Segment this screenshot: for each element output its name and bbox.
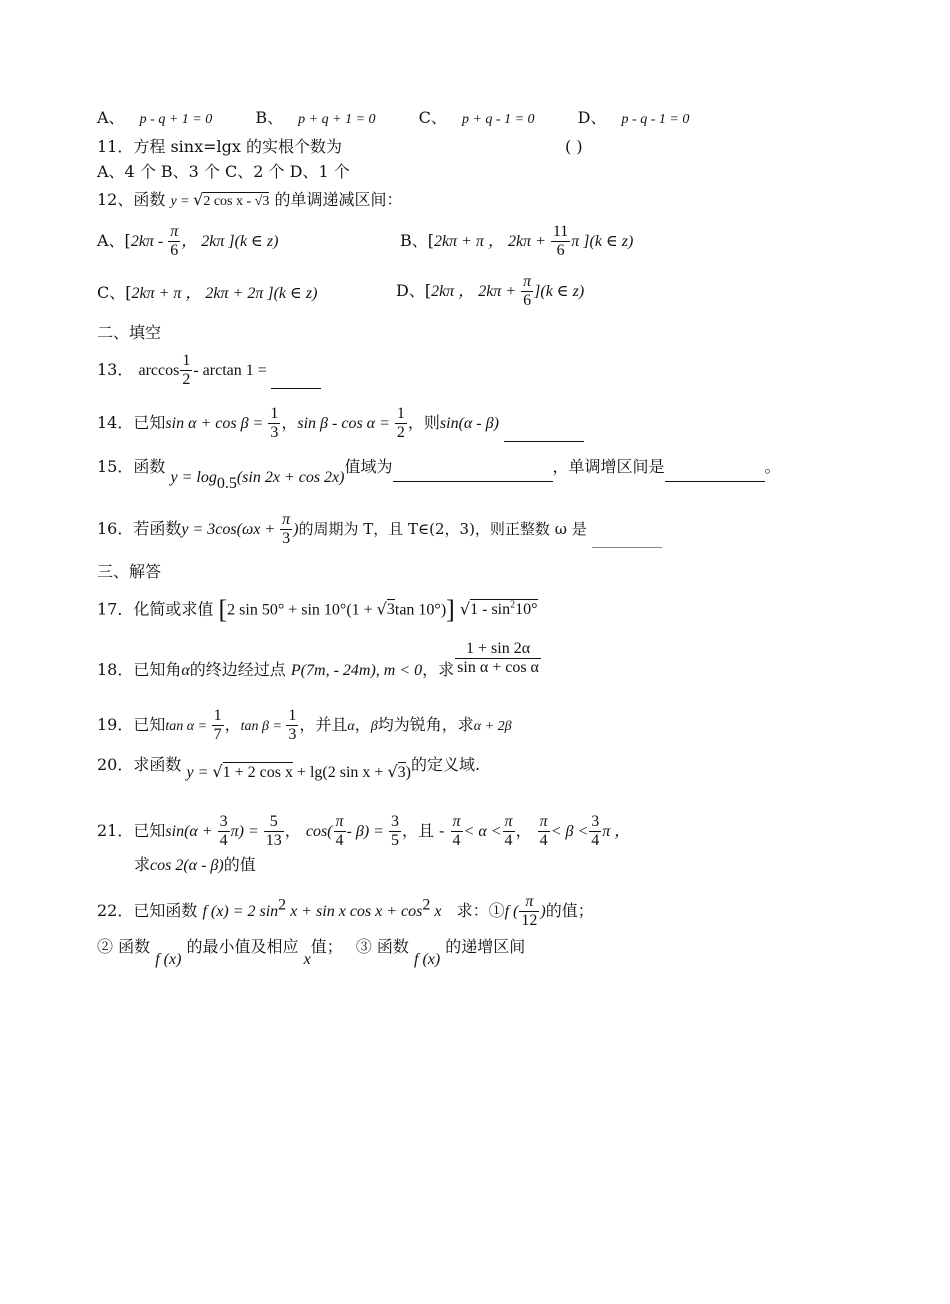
q12-b-label: B、[ [400,231,435,250]
q22-expr4: f ( [504,903,519,920]
q22-expr3: x [430,903,442,920]
q22-expr2: x + sin x cos x + cos [286,903,423,920]
q12-b-num: 11 [552,223,569,240]
q16-text2: 的周期为 T，且 T∈(2，3)，则正整数 ω 是 [298,520,587,538]
q14-expr1: sin α + cos β = [165,415,268,432]
q18-point: P(7m, - 24m), m < 0 [290,662,423,679]
q22b-text3: 值； [310,937,343,956]
q12-d-label: D、[ [396,281,432,300]
q17-expr3: 1 - sin [470,601,511,619]
q22b-fx2: f (x) [414,951,441,968]
q17-num: 17． [97,599,134,619]
q20-num: 20． [97,755,134,774]
q12-question: 12、函数 y = √2 cos x - √3 的单调递减区间： [97,190,403,209]
q12-prefix: 12、函数 [97,190,166,209]
q15-interval-blank[interactable] [665,461,765,482]
q19-beta: β [370,719,378,734]
q16-d: 3 [282,530,291,547]
q21-n7: π [539,813,548,830]
q18-text2: 的终边经过点 [189,660,286,679]
q13-num-1: 1 [182,352,191,369]
q19-frac2 [286,707,298,744]
q14-frac1 [268,405,280,442]
q17-radical [470,599,537,618]
q21-d4: 5 [390,832,399,849]
section-solve: 三、解答 [97,562,162,581]
q15-sub: 0.5 [216,475,237,493]
q19-question [97,707,512,744]
q16-n: π [282,511,291,528]
q19-d2: 3 [288,726,297,743]
q20-text1: 求函数 [133,755,182,774]
q21-sep2: ， [515,821,532,840]
q17-expr2: tan 10°) [394,601,447,619]
q19-n2: 1 [288,707,297,724]
q12-suffix: 的单调递减区间： [274,190,403,209]
q21-text1: 已知 [133,821,166,840]
section-fill-in: 二、填空 [97,323,162,342]
q21-d5: 4 [452,832,461,849]
q12-d-part2: ](k ∈ z) [534,283,585,300]
q12-c-part1: 2kπ + π ， 2kπ + 2π ](k ∈ z) [131,285,318,302]
q21-question-line2 [134,855,256,876]
q18-text1: 已知角 [133,660,182,679]
q19-n1: 1 [213,707,222,724]
q22-sup1: 2 [278,896,287,914]
q12-option-c [97,283,317,304]
q10-b-expr: p + q + 1 = 0 [298,112,376,127]
q15-question [97,457,781,493]
q13-arccos: arccos [138,362,180,379]
q19-text1: 已知 [133,715,166,734]
q21-text3: 求 [134,855,151,874]
q12-func: y = [170,194,194,209]
q12-a-frac [168,223,180,260]
q21-n1: 3 [219,813,228,830]
q22-text1: 已知函数 [133,901,198,920]
q17-expr4: 10° [515,601,538,619]
q10-d-label: D、 [577,108,607,127]
q16-answer-blank[interactable] [592,527,662,548]
q21-d6: 4 [504,832,513,849]
q13-num: 13． [97,360,134,379]
q13-question [97,352,321,389]
q12-a-num: π [170,223,179,240]
q10-a-expr: p - q + 1 = 0 [139,112,213,127]
q10-a-label: A、 [97,108,125,127]
q21-frac2 [264,813,284,850]
q21-frac3 [334,813,346,850]
q21-d2: 13 [265,832,282,849]
q15-range-blank[interactable] [393,461,553,482]
q22-frac [519,893,539,930]
q21-frac8 [589,813,601,850]
q20-text2: 的定义域. [410,755,481,774]
q14-frac2 [395,405,407,442]
q12-b-part2: π ](k ∈ z) [571,233,634,250]
q16-expr2: ) [293,521,299,538]
q12-a-part1: 2kπ - [130,233,168,250]
q16-frac [280,511,292,548]
q21-n8: 3 [591,813,600,830]
q16-num: 16． [97,519,134,538]
q17-expr1: 2 sin 50° + sin 10°(1 + [227,601,377,619]
q17-bracket-right: ] [446,594,455,624]
q14-expr2: sin β - cos α = [297,415,394,432]
q22b-text1: ② 函数 [97,937,151,956]
q21-expr5: π ， [602,823,631,840]
q18-num: 18． [97,660,134,679]
q21-num: 21． [97,821,134,840]
q21-lt1: < α < [463,823,502,840]
q12-a-part2: ， 2kπ ](k ∈ z) [181,233,279,250]
q21-frac6 [503,813,515,850]
q22b-fx1: f (x) [155,951,182,968]
q19-expr2: tan β = [240,719,286,734]
q12-a-den: 6 [170,242,179,259]
q12-c-label: C、[ [97,283,132,302]
q12-d-den: 6 [523,292,532,309]
q21-frac7 [538,813,550,850]
q14-n1: 1 [270,405,279,422]
q21-question [97,813,630,850]
q22-question-line2 [97,937,526,968]
q10-options [97,108,689,130]
q10-b-label: B、 [255,108,284,127]
q15-text1: 函数 [133,457,166,476]
q14-text1: 已知 [133,413,166,432]
q22b-text2: 的最小值及相应 [186,937,299,956]
q22-question [97,893,594,930]
q18-frac [455,640,541,677]
q18-alpha: α [181,662,190,679]
q13-answer-blank[interactable] [271,368,321,389]
q21-expr4: - β) = [346,823,388,840]
q10-c-expr: p + q - 1 = 0 [461,112,535,127]
q20-question [97,755,481,781]
q21-d8: 4 [591,832,600,849]
q14-num: 14． [97,413,134,432]
q21-sep: ， [284,821,301,840]
q15-expr1: y = log [170,469,217,486]
q17-bracket-left: [ [218,594,228,624]
q18-denominator: sin α + cos α [457,659,539,676]
q10-d-expr: p - q - 1 = 0 [621,112,690,127]
q14-question [97,405,584,442]
q20-radical-1: √1 + 2 cos x [212,762,293,781]
q19-alpha: α [347,719,355,734]
q21-n5: π [452,813,461,830]
q13-den-2: 2 [182,371,191,388]
q14-expr3: sin(α - β) [439,415,499,432]
q21-d1: 4 [219,832,228,849]
q12-option-d [396,273,584,310]
q17-sup: 2 [510,600,516,611]
q20-root2: 3 [397,764,406,781]
q12-option-b [400,223,633,260]
q19-text2: ，并且 [299,715,348,734]
q14-d2: 2 [396,424,405,441]
q14-d1: 3 [270,424,279,441]
q13-arctan: - arctan 1 = [193,362,271,379]
q10-c-label: C、 [418,108,447,127]
q19-text4: 均为锐角，求 [377,715,474,734]
q12-d-frac [521,273,533,310]
q12-b-den: 6 [556,242,565,259]
q12-radical: 2 cos x - √3 [203,194,270,209]
q21-text2: ，且 - [401,821,445,840]
q21-expr2: π) = [230,823,263,840]
q15-expr2: (sin 2x + cos 2x) [236,469,345,486]
q19-sep: ， [224,715,241,734]
q12-d-part1: 2kπ ， 2kπ + [431,283,521,300]
q19-target: α + 2β [473,719,512,734]
q20-root1: 1 + 2 cos x [222,764,293,781]
q14-text2: ，则 [407,413,440,432]
q16-expr1: y = 3cos(ωx + [181,521,280,538]
q18-text3: ，求 [422,660,455,679]
q14-sep: ， [281,413,298,432]
q22-n: π [519,893,539,912]
q22-d: 12 [521,912,538,929]
q19-frac1 [212,707,224,744]
q18-numerator: 1 + sin 2α [455,640,541,659]
q12-a-label: A、[ [97,231,131,250]
q22-expr1: f (x) = 2 sin [202,903,279,920]
q17-question: 17．化简或求值 [2 sin 50° + sin 10°(1 + √3tan 10°)] $√1 - \sin^210^\circ$ [97,594,538,624]
q22b-x: x [303,951,311,968]
q21-n4: 3 [390,813,399,830]
q22-num: 22． [97,901,134,920]
q19-expr1: tan α = [165,719,211,734]
q21-text4: 的值 [223,855,256,874]
q21-n2: 5 [264,813,284,832]
q21-frac5 [451,813,463,850]
q22-text3: 的值； [545,901,594,920]
q21-d3: 4 [335,832,344,849]
q21-expr6: cos 2(α - β) [150,857,224,874]
q21-expr1: sin(α + [165,823,217,840]
q21-lt2: < β < [550,823,589,840]
q12-root3: 3 [262,194,270,209]
q12-d-num: π [523,273,532,290]
q22-text2: 求：① [456,901,505,920]
q20-expr3: ) [405,764,411,781]
q22-sup2: 2 [422,896,431,914]
q14-answer-blank[interactable] [504,421,584,442]
q22-expr5: ) [540,903,546,920]
q21-expr3: cos( [305,823,333,840]
q20-expr2: + lg(2 sin x + [292,764,388,781]
q15-text2: 值域为 [344,457,393,476]
q12-option-a [97,223,278,260]
q11-paren: ( ) [565,137,583,156]
q11-question [97,137,342,157]
q22b-text5: 的递增区间 [445,937,526,956]
q20-radical-2: √3 [387,762,406,781]
q21-n6: π [504,813,513,830]
q12-b-part1: 2kπ + π ， 2kπ + [434,233,550,250]
q15-text3: ，单调增区间是 [552,457,665,476]
q11-options: A、4 个 B、3 个 C、2 个 D、1 个 [97,162,350,181]
q19-text3: ， [354,715,371,734]
q12-radicand: 2 cos x - [203,194,255,209]
q13-frac [180,352,192,389]
q17-root3: 3 [386,601,395,619]
q19-d1: 7 [213,726,222,743]
q22b-text4: ③ 函数 [355,937,409,956]
q16-text1: 若函数 [133,519,182,538]
q14-n2: 1 [396,405,405,422]
q21-frac1 [218,813,230,850]
q15-num: 15． [97,457,134,476]
q16-question [97,511,662,548]
q15-text4: 。 [764,457,781,476]
q21-d7: 4 [539,832,548,849]
q17-text1: 化简或求值 [133,599,214,619]
q19-num: 19． [97,715,134,734]
q12-b-frac [551,223,570,260]
q11-text: 11．方程 sinx=lgx 的实根个数为 [97,137,342,156]
q20-expr1: y = [186,764,213,781]
q21-frac4 [389,813,401,850]
q21-n3: π [335,813,344,830]
